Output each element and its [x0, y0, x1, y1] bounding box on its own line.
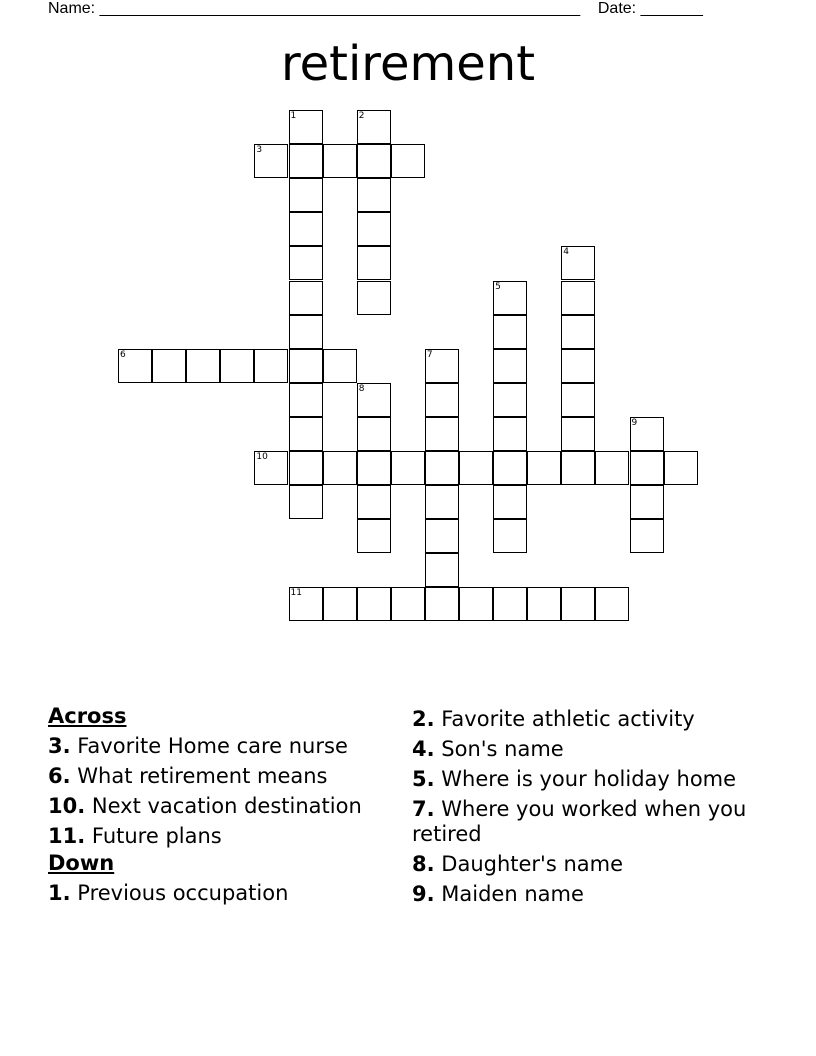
- grid-cell[interactable]: [493, 451, 527, 485]
- cell-number: 10: [256, 452, 268, 462]
- grid-cell[interactable]: [425, 485, 459, 519]
- grid-cell[interactable]: [254, 349, 288, 383]
- grid-cell[interactable]: [391, 587, 425, 621]
- page-title: retirement: [280, 36, 536, 92]
- grid-cell[interactable]: [664, 451, 698, 485]
- clue-across-6: 6. What retirement means: [48, 764, 328, 788]
- grid-cell[interactable]: [357, 281, 391, 315]
- grid-cell[interactable]: [323, 349, 357, 383]
- grid-cell[interactable]: [220, 349, 254, 383]
- cell-number: 8: [358, 383, 365, 394]
- grid-cell[interactable]: [357, 587, 391, 621]
- grid-cell[interactable]: [493, 417, 527, 451]
- grid-cell[interactable]: [289, 315, 323, 349]
- clue-across-10: 10. Next vacation destination: [48, 794, 362, 818]
- cell-number: 1: [290, 111, 297, 121]
- grid-cell[interactable]: [493, 281, 527, 315]
- grid-cell[interactable]: [425, 553, 459, 587]
- cell-number: 11: [290, 588, 302, 599]
- down-heading: Down: [48, 851, 115, 875]
- grid-cell[interactable]: [425, 417, 459, 451]
- cell-number: 6: [120, 349, 126, 360]
- cell-number: 7: [426, 349, 433, 360]
- grid-cell[interactable]: [254, 144, 288, 178]
- grid-cell[interactable]: [493, 587, 527, 621]
- clue-down-9: 9. Maiden name: [412, 882, 584, 906]
- grid-cell[interactable]: [289, 212, 323, 246]
- grid-cell[interactable]: [323, 587, 357, 621]
- grid-cell[interactable]: [391, 144, 425, 178]
- clue-down-8: 8. Daughter's name: [412, 852, 624, 876]
- grid-cell[interactable]: [630, 417, 664, 451]
- clues-left-column: [48, 702, 404, 906]
- grid-cell[interactable]: [493, 485, 527, 519]
- clue-down-4: 4. Son's name: [412, 737, 564, 761]
- grid-cell[interactable]: [186, 349, 220, 383]
- grid-cell[interactable]: [357, 246, 391, 280]
- clue-down-2: 2. Favorite athletic activity: [412, 707, 695, 731]
- grid-cell[interactable]: [289, 383, 323, 417]
- grid-cell[interactable]: [289, 110, 323, 144]
- grid-cell[interactable]: [561, 383, 595, 417]
- clue-across-11: 11. Future plans: [48, 824, 222, 848]
- grid-cell[interactable]: [493, 315, 527, 349]
- grid-cell[interactable]: [425, 587, 459, 621]
- grid-cell[interactable]: [118, 349, 152, 383]
- grid-cell[interactable]: [289, 485, 323, 519]
- clue-down-1: 1. Previous occupation: [48, 881, 289, 905]
- grid-cell[interactable]: [289, 144, 323, 178]
- grid-cell[interactable]: [595, 451, 629, 485]
- grid-cell[interactable]: [289, 246, 323, 280]
- grid-cell[interactable]: [527, 587, 561, 621]
- grid-cell[interactable]: [425, 383, 459, 417]
- grid-cell[interactable]: [561, 281, 595, 315]
- grid-cell[interactable]: [289, 178, 323, 212]
- clue-down-5: 5. Where is your holiday home: [412, 767, 737, 791]
- grid-cell[interactable]: [595, 587, 629, 621]
- name-blank[interactable]: ______________________________________________________: [99, 0, 581, 17]
- clue-down-7: 7. Where you worked when you retired: [412, 797, 747, 846]
- grid-cell[interactable]: [561, 315, 595, 349]
- grid-cell[interactable]: [289, 451, 323, 485]
- grid-cell[interactable]: [425, 451, 459, 485]
- grid-cell[interactable]: [493, 383, 527, 417]
- name-label: Name:: [48, 0, 96, 17]
- grid-cell[interactable]: [357, 417, 391, 451]
- grid-cell[interactable]: [357, 144, 391, 178]
- grid-cell[interactable]: [561, 349, 595, 383]
- grid-cell[interactable]: [561, 417, 595, 451]
- grid-cell[interactable]: [630, 519, 664, 553]
- grid-cell[interactable]: [493, 349, 527, 383]
- date-blank[interactable]: _______: [640, 0, 703, 17]
- clue-across-3: 3. Favorite Home care nurse: [48, 734, 348, 758]
- cell-number: 5: [495, 281, 501, 292]
- grid-cell[interactable]: [561, 246, 595, 280]
- grid-cell[interactable]: [459, 587, 493, 621]
- across-heading: Across: [48, 704, 127, 728]
- grid-cell[interactable]: [630, 485, 664, 519]
- grid-cell[interactable]: [425, 519, 459, 553]
- grid-cell[interactable]: [289, 417, 323, 451]
- cell-number: 9: [631, 417, 638, 428]
- grid-cell[interactable]: [561, 587, 595, 621]
- grid-cell[interactable]: [459, 451, 493, 485]
- grid-cell[interactable]: [630, 451, 664, 485]
- date-label: Date:: [597, 0, 637, 17]
- grid-cell[interactable]: [425, 349, 459, 383]
- grid-cell[interactable]: [357, 451, 391, 485]
- grid-cell[interactable]: [561, 451, 595, 485]
- grid-cell[interactable]: [152, 349, 186, 383]
- grid-cell[interactable]: [357, 178, 391, 212]
- cell-number: 3: [256, 145, 263, 156]
- grid-cell[interactable]: [254, 451, 288, 485]
- cell-number: 2: [358, 111, 365, 121]
- grid-cell[interactable]: [323, 144, 357, 178]
- grid-cell[interactable]: [289, 587, 323, 621]
- grid-cell[interactable]: [357, 485, 391, 519]
- grid-cell[interactable]: [391, 451, 425, 485]
- grid-cell[interactable]: [357, 383, 391, 417]
- grid-cell[interactable]: [357, 110, 391, 144]
- grid-cell[interactable]: [357, 212, 391, 246]
- grid-cell[interactable]: [493, 519, 527, 553]
- grid-cell[interactable]: [289, 349, 323, 383]
- grid-cell[interactable]: [357, 519, 391, 553]
- clues-right-column: [412, 702, 762, 907]
- grid-cell[interactable]: [527, 451, 561, 485]
- grid-cell[interactable]: [323, 451, 357, 485]
- grid-cell[interactable]: [289, 281, 323, 315]
- cell-number: 4: [563, 247, 570, 258]
